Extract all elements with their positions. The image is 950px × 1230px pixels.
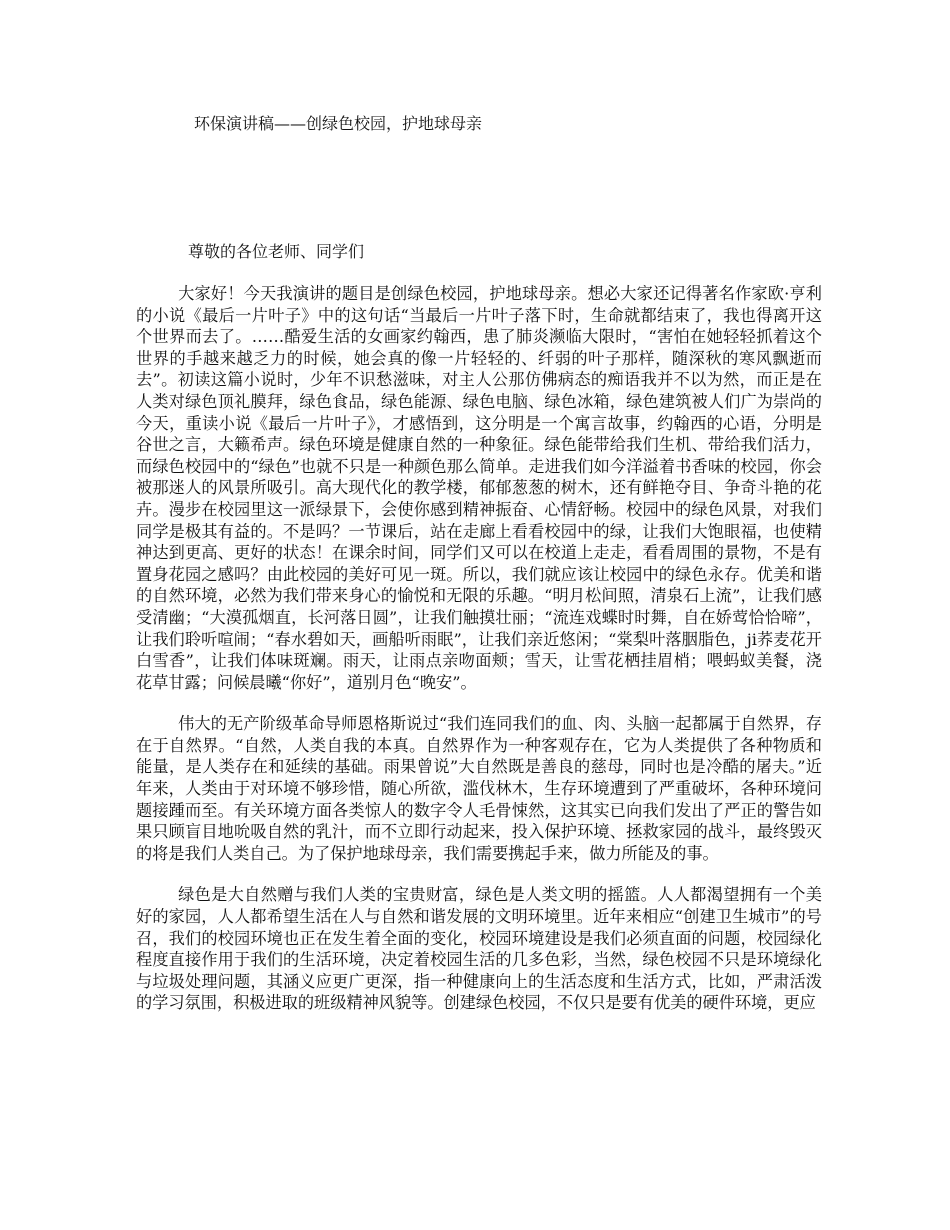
paragraph: 绿色是大自然赠与我们人类的宝贵财富，绿色是人类文明的摇篮。人人都渴望拥有一个美好的家园，人人都希望生活在人与自然和谐发展的文明环境里。近年来相应“创建卫生城市”的号召，我们的校园环境也正在发生着全面的变化，校园环境建设是我们必须直面的问题，校园绿化程度直接作用于我们的生活环境，决定着校园生活的几多色彩，当然，绿色校园不只是环境绿化与垃圾处理问题，其涵义应更广更深，指一种健康向上的生活态度和生活方式，比如，严肃活泼的学习氛围，积极进取的班级精神风貌等。创建绿色校园，不仅只是要有优美的硬件环境，更应: [136, 885, 822, 1013]
paragraph: 大家好！今天我演讲的题目是创绿色校园，护地球母亲。想必大家还记得著名作家欧·亨利的小说《最后一片叶子》中的这句话“当最后一片叶子落下时，生命就都结束了，我也得离开这个世界而去了。……酷爱生活的女画家约翰西，患了肺炎濒临大限时，“害怕在她轻轻抓着这个世界的手越来越乏力的时候，她会真的像一片轻轻的、纤弱的叶子那样，随深秋的寒风飘逝而去”。初读这篇小说时，少年不识愁滋味，对主人公那仿佛病态的痴语我并不以为然，而正是在人类对绿色顶礼膜拜，绿色食品，绿色能源、绿色电脑、绿色冰箱，绿色建筑被人们广为崇尚的今天，重读小说《最后一片叶子》，才感悟到，这分明是一个寓言故事，约翰西的心语，分明是谷世之言，大籁希声。绿色环境是健康自然的一种象征。绿色能带给我们生机、带给我们活力，而绿色校园中的“绿色”也就不只是一种颜色那么简单。走进我们如今洋溢着书香味的校园，你会被那迷人的风景所吸引。高大现代化的教学楼，郁郁葱葱的树木，还有鲜艳夺目、争奇斗艳的花卉。漫步在校园里这一派绿景下，会使你感到精神振奋、心情舒畅。校园中的绿色风景，对我们同学是极其有益的。不是吗？一节课后，站在走廊上看看校园中的绿，让我们大饱眼福，也使精神达到更高、更好的状态！在课余时间，同学们又可以在校道上走走，看看周围的景物，不是有置身花园之感吗？由此校园的美好可见一斑。所以，我们就应该让校园中的绿色永存。优美和谐的自然环境，必然为我们带来身心的愉悦和无限的乐趣。“明月松间照，清泉石上流”，让我们感受清幽；“大漠孤烟直，长河落日圆”，让我们触摸壮丽；“流连戏蝶时时舞，自在娇莺恰恰啼”，让我们聆听喧闹；“春水碧如天，画船听雨眠”，让我们亲近悠闲；“棠梨叶落胭脂色，ji荞麦花开白雪香”，让我们体味斑斓。雨天，让雨点亲吻面颊；雪天，让雪花栖挂眉梢；喂蚂蚁美餐，浇花草甘露；问候晨曦“你好”，道别月色“晚安”。: [136, 284, 822, 692]
paragraph: 伟大的无产阶级革命导师恩格斯说过“我们连同我们的血、肉、头脑一起都属于自然界，存在于自然界。“自然，人类自我的本真。自然界作为一种客观存在，它为人类提供了各种物质和能量，是人类存在和延续的基础。雨果曾说”大自然既是善良的慈母，同时也是冷酷的屠夫。”近年来，人类由于对环境不够珍惜，随心所欲，滥伐林木，生存环境遭到了严重破坏，各种环境问题接踵而至。有关环境方面各类惊人的数字令人毛骨悚然，这其实已向我们发出了严正的警告如果只顾盲目地吮吸自然的乳汁，而不立即行动起来，投入保护环境、拯救家园的战斗，最终毁灭的将是我们人类自己。为了保护地球母亲，我们需要携起手来，做力所能及的事。: [136, 714, 822, 863]
speech-body: [136, 283, 822, 1034]
salutation: 尊敬的各位老师、同学们: [188, 242, 365, 261]
document-title: 环保演讲稿——创绿色校园，护地球母亲: [194, 114, 483, 133]
